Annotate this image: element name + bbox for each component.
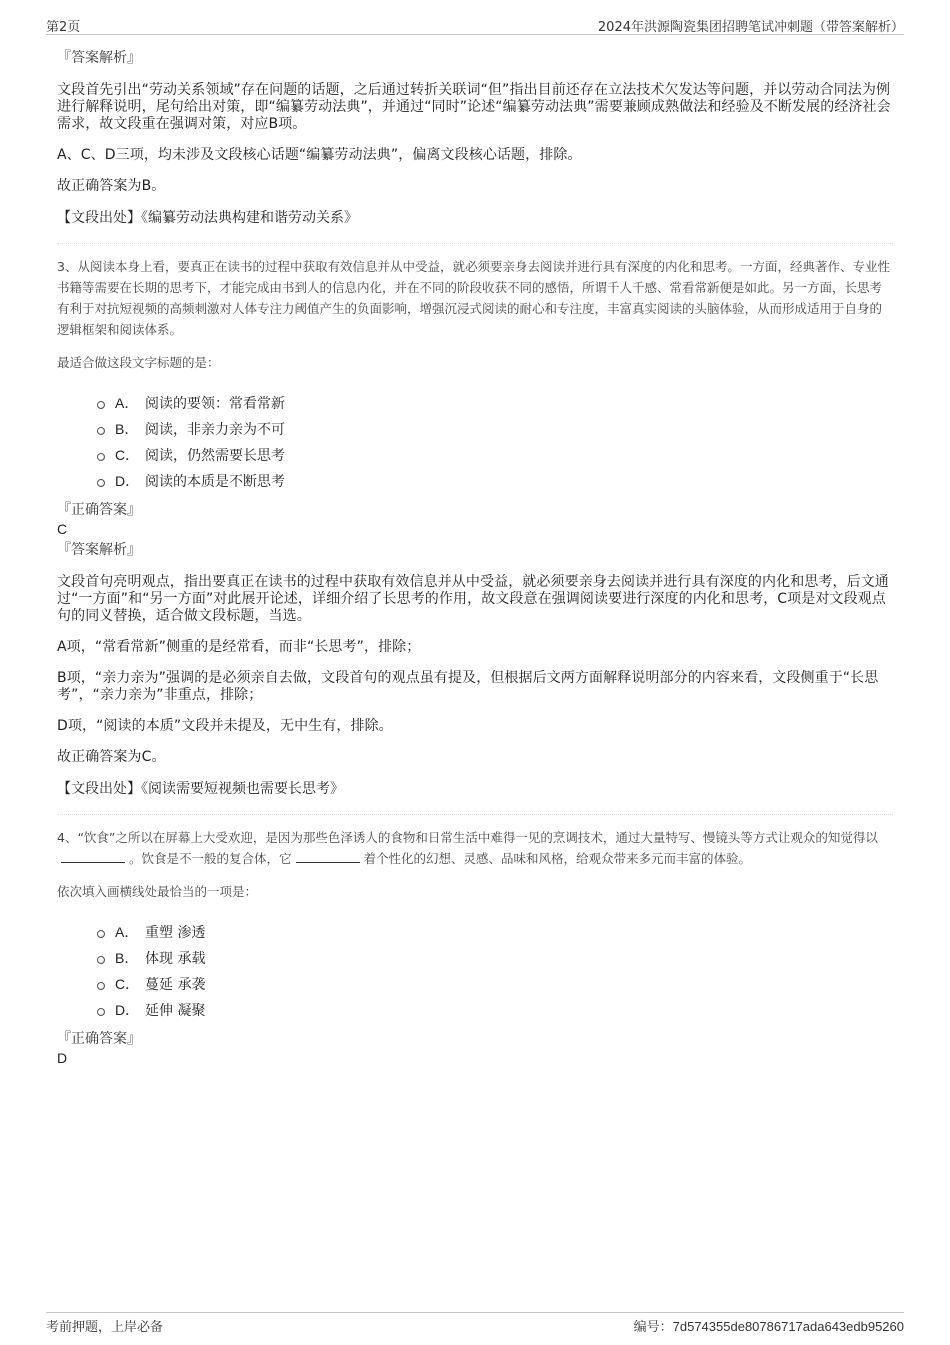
radio-icon[interactable]: [97, 982, 105, 990]
option-letter: A．: [115, 924, 139, 940]
divider: [57, 814, 893, 815]
q4-option-b[interactable]: [97, 945, 893, 971]
option-letter: C．: [115, 447, 140, 463]
q2-analysis-paragraph: A、C、D三项，均未涉及文段核心话题“编纂劳动法典”，偏离文段核心话题，排除。: [57, 147, 582, 163]
q2-analysis-paragraph: 文段首先引出“劳动关系领域”存在问题的话题，之后通过转折关联词“但”指出目前还存在立法技术欠发达等问题，并以劳动合同法为例进行解释说明，尾句给出对策，即“编纂劳动法典”，并通过“同时”论述“编纂劳动法典”需要兼顾成熟做法和经验及不断发展的经济社会需求，故文段重在强调对策，对应B项。: [57, 82, 891, 132]
q4-stem-part: 4、“饮食”之所以在屏幕上大受欢迎，是因为那些色泽诱人的食物和日常生活中难得一见的烹调技术，通过大量特写、慢镜头等方式让观众的知觉得以: [57, 830, 878, 845]
radio-icon[interactable]: [97, 427, 105, 435]
q4-stem-part: 。饮食是不一般的复合体，它: [129, 851, 292, 866]
q3-option-b[interactable]: [97, 416, 893, 442]
q3-stem: 3、从阅读本身上看，要真正在读书的过程中获取有效信息并从中受益，就必须要亲身去阅读并进行具有深度的内化和思考。一方面，经典著作、专业性书籍等需要在长期的思考下，才能完成由书到人的信息内化，并在不同的阶段收获不同的感悟，所谓千人千感、常看常新便是如此。另一方面，长思考有利于对抗短视频的高频刺激对人体专注力阈值产生的负面影响，增强沉浸式阅读的耐心和专注度，丰富真实阅读的头脑体验，从而形成适用于自身的逻辑框架和阅读体系。: [57, 259, 890, 337]
document-title: 2024年洪源陶瓷集团招聘笔试冲刺题（带答案解析）: [597, 20, 904, 35]
radio-icon[interactable]: [97, 453, 105, 461]
q3-analysis-label: 『答案解析』: [57, 542, 141, 558]
option-letter: D．: [115, 473, 140, 489]
option-text: 阅读的要领：常看常新: [145, 396, 285, 412]
radio-icon[interactable]: [97, 930, 105, 938]
q4-option-a[interactable]: [97, 919, 893, 945]
q4-prompt: 依次填入画横线处最恰当的一项是：: [57, 884, 258, 899]
q3-answer: C: [57, 521, 68, 537]
q3-analysis-paragraph: D项，“阅读的本质”文段并未提及，无中生有，排除。: [57, 718, 393, 734]
q3-option-a[interactable]: [97, 390, 893, 416]
radio-icon[interactable]: [97, 1008, 105, 1016]
q3-analysis-paragraph: A项，“常看常新”侧重的是经常看，而非“长思考”，排除；: [57, 639, 421, 655]
code-value: 7d574355de80786717ada643edb95260: [672, 1319, 904, 1334]
q4-option-c[interactable]: [97, 971, 893, 997]
q2-analysis-label: 『答案解析』: [57, 50, 141, 66]
q4-option-d[interactable]: [97, 997, 893, 1023]
fill-blank: [296, 850, 360, 863]
option-text: 重塑 渗透: [145, 925, 206, 941]
divider: [57, 243, 893, 244]
code-label: 编号：: [633, 1320, 673, 1335]
fill-blank: [61, 850, 125, 863]
q3-conclusion: 故正确答案为C。: [57, 749, 166, 765]
page-content: [57, 42, 893, 1067]
option-text: 延伸 凝聚: [145, 1003, 206, 1019]
radio-icon[interactable]: [97, 479, 105, 487]
q4-stem-part: 着个性化的幻想、灵感、品味和风格，给观众带来多元而丰富的体验。: [363, 851, 752, 866]
option-text: 阅读，非亲力亲为不可: [145, 422, 285, 438]
q4-options: [97, 919, 893, 1023]
q3-source: 【文段出处】《阅读需要短视频也需要长思考》: [57, 781, 344, 797]
option-text: 阅读的本质是不断思考: [145, 474, 285, 490]
option-letter: D．: [115, 1002, 140, 1018]
option-text: 阅读，仍然需要长思考: [145, 448, 285, 464]
option-letter: B．: [115, 421, 139, 437]
document-code: [634, 1316, 904, 1335]
q3-option-d[interactable]: [97, 468, 893, 494]
q3-prompt: 最适合做这段文字标题的是：: [57, 355, 220, 370]
q4-stem: [57, 827, 893, 869]
q3-option-c[interactable]: [97, 442, 893, 468]
q3-answer-label: 『正确答案』: [57, 502, 141, 518]
option-letter: C．: [115, 976, 140, 992]
radio-icon[interactable]: [97, 956, 105, 964]
footer-slogan: 考前押题，上岸必备: [46, 1320, 164, 1335]
page-footer: [46, 1312, 904, 1335]
option-letter: B．: [115, 950, 139, 966]
q2-conclusion: 故正确答案为B。: [57, 178, 166, 194]
q4-answer: D: [57, 1050, 68, 1066]
q3-analysis-paragraph: 文段首句亮明观点，指出要真正在读书的过程中获取有效信息并从中受益，就必须要亲身去阅读并进行具有深度的内化和思考，后文通过“一方面”和“另一方面”对此展开论述，详细介绍了长思考的作用，故文段意在强调阅读要进行深度的内化和思考，C项是对文段观点句的同义替换，适合做文段标题，当选。: [57, 574, 889, 624]
option-letter: A．: [115, 395, 139, 411]
q2-source: 【文段出处】《编纂劳动法典构建和谐劳动关系》: [57, 210, 358, 226]
option-text: 蔓延 承袭: [145, 977, 206, 993]
radio-icon[interactable]: [97, 401, 105, 409]
q4-answer-label: 『正确答案』: [57, 1031, 141, 1047]
q3-options: [97, 390, 893, 494]
page-number: 第2页: [46, 20, 81, 35]
q3-analysis-paragraph: B项，“亲力亲为”强调的是必须亲自去做，文段首句的观点虽有提及，但根据后文两方面解释说明部分的内容来看，文段侧重于“长思考”，“亲力亲为”非重点，排除；: [57, 670, 879, 703]
page-header: [46, 14, 904, 35]
option-text: 体现 承载: [145, 951, 206, 967]
